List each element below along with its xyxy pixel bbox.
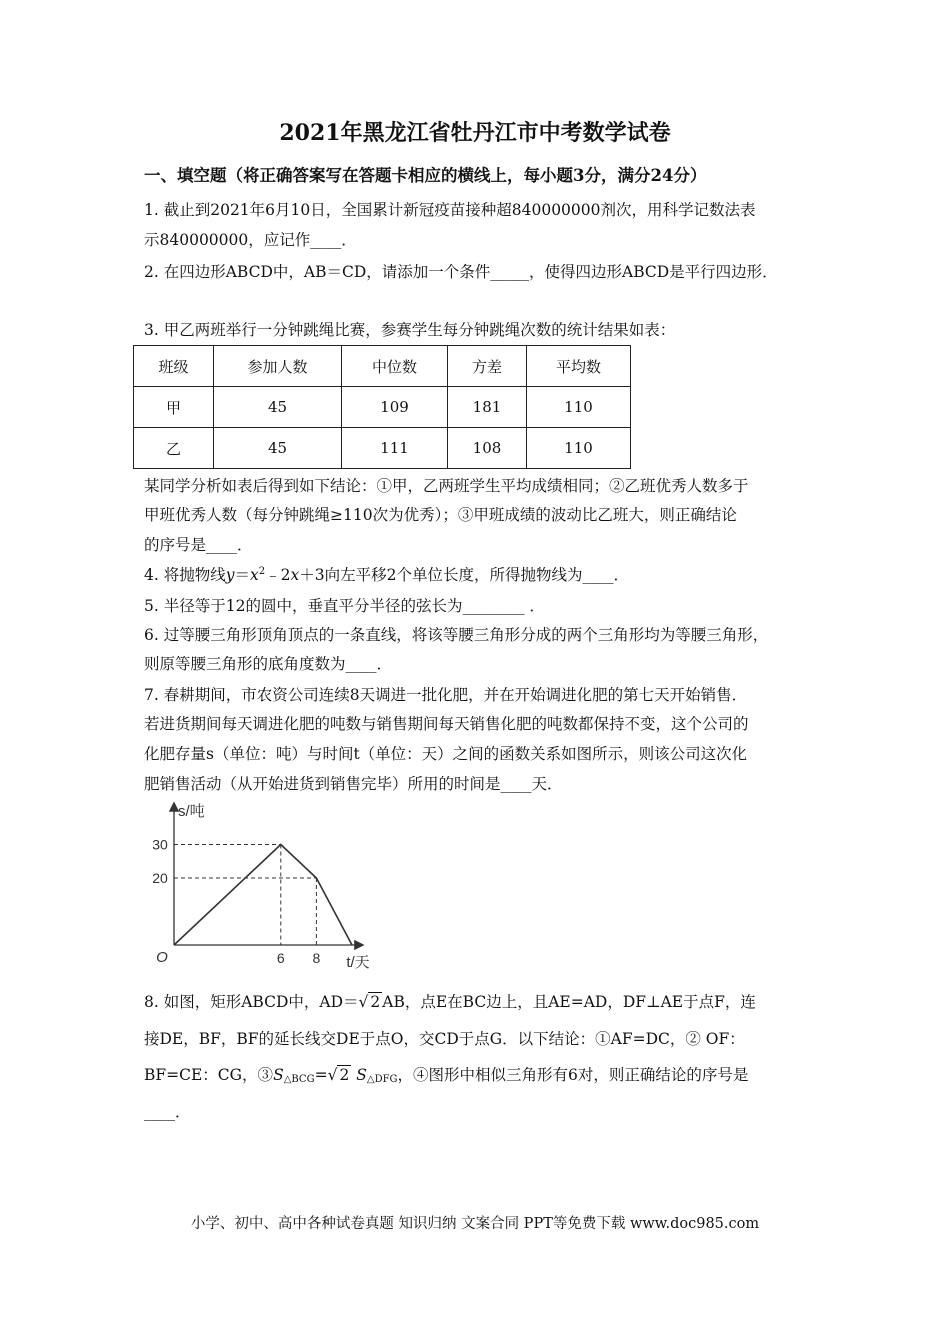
q7-line2: 若进货期间每天调进化肥的吨数与销售期间每天销售化肥的吨数都保持不变，这个公司的 [144, 715, 749, 733]
sqrt-symbol: √ 2 [327, 1066, 350, 1084]
table-row [134, 387, 631, 428]
table-cell: 乙 [134, 428, 214, 469]
table-header: 中位数 [342, 346, 448, 387]
q8-line4: ____． [144, 1103, 191, 1121]
q3-intro: 3. 甲乙两班举行一分钟跳绳比赛，参赛学生每分钟跳绳次数的统计结果如表： [144, 321, 676, 339]
chart-layer [152, 803, 369, 971]
table-cell: 甲 [134, 387, 214, 428]
area-sub-bcg: △BCG [283, 1074, 315, 1085]
table-cell: 181 [448, 387, 527, 428]
q8-line1 [144, 990, 756, 1012]
table-cell: 108 [448, 428, 527, 469]
y-tick-label: 20 [152, 870, 168, 886]
q8-line1a: 8. 如图，矩形ABCD中，AD＝ [144, 993, 359, 1011]
q1-line1: 1. 截止到2021年6月10日，全国累计新冠疫苗接种超840000000剂次，用科学记数法表 [144, 201, 756, 219]
area-symbol: S [273, 1066, 284, 1084]
table-cell: 110 [527, 387, 631, 428]
series-line [174, 845, 352, 946]
table-cell: 45 [214, 387, 342, 428]
q4-pre: 4. 将抛物线 [144, 566, 226, 584]
q7-line4: 肥销售活动（从开始进货到销售完毕）所用的时间是____天． [144, 775, 563, 793]
q3-line1: 某同学分析如表后得到如下结论：①甲，乙两班学生平均成绩相同；②乙班优秀人数多于 [144, 477, 749, 495]
y-axis-label: s/吨 [178, 803, 205, 820]
origin-label: O [156, 949, 168, 966]
q2-line1: 2. 在四边形ABCD中，AB＝CD，请添加一个条件_____，使得四边形ABCD是平行四边形． [144, 263, 778, 281]
table-cell: 110 [527, 428, 631, 469]
table-cell: 45 [214, 428, 342, 469]
y-tick-label: 30 [152, 836, 168, 853]
q4-line: 4. 将抛物线$y=x^2﹣2x+3$向左平移2个单位长度，所得抛物线为____． [144, 565, 629, 584]
page-title: 2021年黑龙江省牡丹江市中考数学试卷 [279, 120, 671, 146]
q8-line3b: ，④图形中相似三角形有6对，则正确结论的序号是 [397, 1066, 749, 1084]
q8-line3 [144, 1063, 748, 1085]
q3-line3: 的序号是____． [144, 536, 253, 554]
table-row [134, 428, 631, 469]
x-axis-label: t/天 [346, 954, 370, 971]
x-tick-label: 8 [312, 950, 321, 966]
q6-line2: 则原等腰三角形的底角度数为____． [144, 655, 393, 673]
storage-chart [140, 798, 390, 978]
q8-line3a: BF=CE：CG，③ [144, 1066, 274, 1084]
table-header: 参加人数 [214, 346, 342, 387]
q8-line1b: AB，点E在BC边上，且AE=AD，DF⊥AE于点F，连 [382, 993, 756, 1011]
x-tick-label: 6 [276, 950, 285, 966]
table-header: 平均数 [527, 346, 631, 387]
table-cell: 111 [342, 428, 448, 469]
table-cell: 109 [342, 387, 448, 428]
table-header: 方差 [448, 346, 527, 387]
area-sub-dfg: △DFG [366, 1074, 398, 1085]
sqrt-value: 2 [339, 1066, 350, 1084]
table-header: 班级 [134, 346, 214, 387]
stats-table [133, 345, 631, 469]
q3-line2: 甲班优秀人数（每分钟跳绳≥110次为优秀）；③甲班成绩的波动比乙班大，则正确结论 [144, 506, 737, 524]
sqrt-value: 2 [370, 993, 381, 1011]
sqrt-symbol: √ 2 [358, 993, 381, 1011]
q7-line1: 7. 春耕期间，市农资公司连续8天调进一批化肥，并在开始调进化肥的第七天开始销售． [144, 686, 748, 704]
section-heading: 一、填空题（将正确答案写在答题卡相应的横线上，每小题3分，满分24分） [144, 166, 707, 185]
q5-line: 5. 半径等于12的圆中，垂直平分半径的弦长为________ ． [144, 597, 545, 615]
q6-line1: 6. 过等腰三角形顶角顶点的一条直线，将该等腰三角形分成的两个三角形均为等腰三角形， [144, 626, 769, 644]
q7-line3: 化肥存量s（单位：吨）与时间t（单位：天）之间的函数关系如图所示，则该公司这次化 [144, 745, 748, 763]
area-symbol: S [356, 1066, 367, 1084]
q8-line2: 接DE，BF，BF的延长线交DE于点O，交CD于点G．以下结论：①AF=DC，② OF： [144, 1030, 745, 1048]
equals-sign: = [314, 1066, 328, 1084]
footer: 小学、初中、高中各种试卷真题 知识归纳 文案合同 PPT等免费下载 www.doc985.com [190, 1216, 760, 1232]
q4-post: 向左平移2个单位长度，所得抛物线为____． [324, 566, 629, 584]
table-header-row [134, 346, 631, 387]
q1-line2: 示840000000，应记作____． [144, 231, 357, 249]
